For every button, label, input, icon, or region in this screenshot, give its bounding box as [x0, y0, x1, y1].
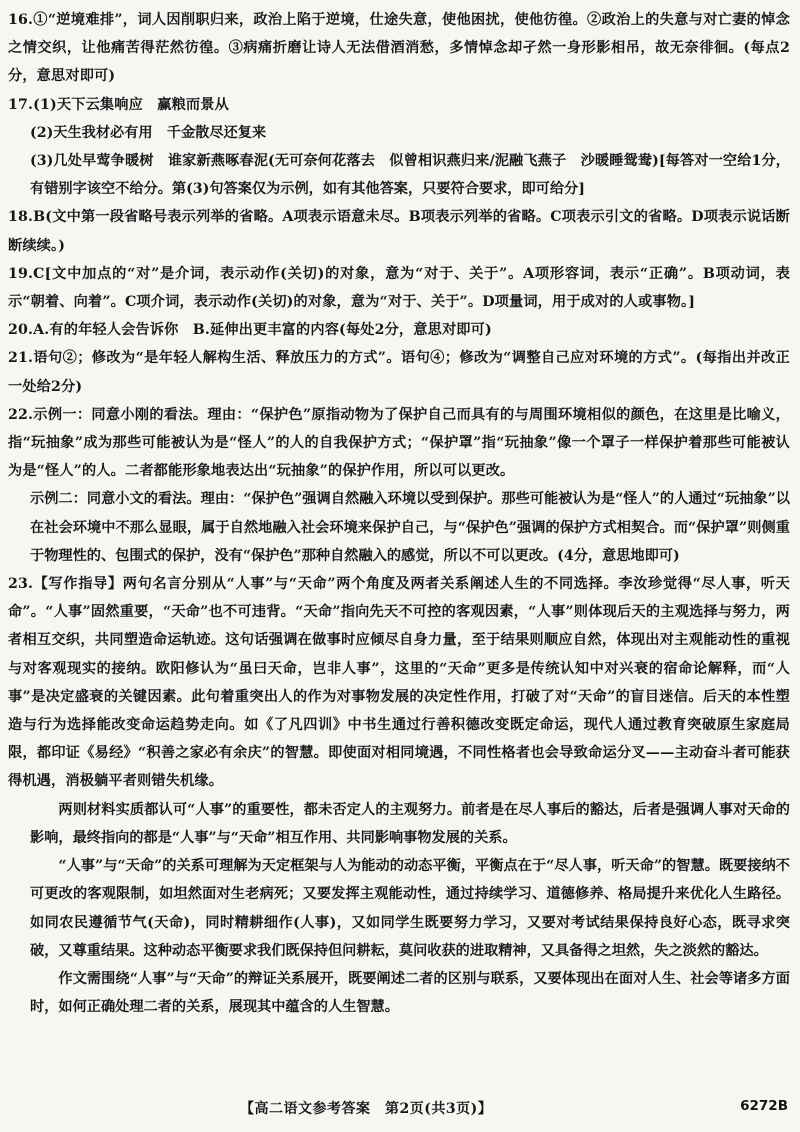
answer-17-line-3: (3)几处早莺争暖树 谁家新燕啄春泥(无可奈何花落去 似曾相识燕归来/泥融飞燕子 沙暖睡鸳鸯)[每答对一空给1分，有错别字该空不给分。第(3)句答案仅为示例，如有其他答案，只要符合要求，即可给分]	[30, 153, 790, 198]
answer-17	[8, 91, 790, 119]
answer-23	[8, 570, 790, 796]
answer-22	[8, 401, 790, 486]
essay-paragraph: 两则材料实质都认可“人事”的重要性，都未否定人的主观努力。前者是在尽人事后的豁达，后者是强调人事对天命的影响，最终指向的都是“人事”与“天命”相互作用、共同影响事物发展的关系。	[30, 801, 790, 846]
answer-16	[8, 6, 790, 91]
answer-17-line-2: (2)天生我材必有用 千金散尽还复来	[30, 124, 267, 141]
answer-19	[8, 260, 790, 316]
writing-guide: 【写作指导】两句名言分别从“人事”与“天命”两个角度及两者关系阐述人生的不同选择。李汝珍觉得“尽人事，听天命”。“人事”固然重要，“天命”也不可违背。“天命”指向先天不可控的客观因素，“人事”则体现后天的主观选择与努力，两者相互交织，共同塑造命运轨迹。这句话强调在做事时应倾尽自身力量，至于结果则顺应自然，体现出对主观能动性的重视与对客观现实的接纳。欧阳修认为“虽曰天命，岂非人事”，这里的“天命”更多是传统认知中对兴衰的宿命论解释，而“人事”是决定盛衰的关键因素。此句着重突出人的作为对事物发展的决定性作用，打破了对“天命”的盲目迷信。后天的本性塑造与行为选择能改变命运趋势走向。如《了凡四训》中书生通过行善积德改变既定命运，现代人通过教育突破原生家庭局限，都印证《易经》“积善之家必有余庆”的智慧。即使面对相同境遇，不同性格者也会导致命运分叉——主动奋斗者可能获得机遇，消极躺平者则错失机缘。	[8, 576, 790, 790]
answer-text: ①“逆境难排”，词人因削职归来，政治上陷于逆境，仕途失意，使他困扰，使他彷徨。②政治上的失意与对亡妻的悼念之情交织，让他痛苦得茫然彷徨。③病痛折磨让诗人无法借酒消愁，多情悼念却孑然一身形影相吊，故无奈徘徊。(每点2分，意思对即可)	[8, 12, 790, 85]
question-number: 16.	[8, 12, 34, 28]
example-two: 示例二：同意小文的看法。理由：“保护色”强调自然融入环境以受到保护。那些可能被认为是“怪人”的人通过“玩抽象”以在社会环境中不那么显眼，属于自然地融入社会环境来保护自己，与“保护色”强调的保护方式相契合。而“保护罩”则侧重于物理性的、包围式的保护，没有“保护色”那种自然融入的感觉，所以不可以更改。(4分，意思地即可)	[30, 491, 790, 564]
answer-line: (1)天下云集响应 赢粮而景从	[33, 96, 229, 113]
footer-code: 6272B	[740, 1098, 788, 1114]
question-number: 23.	[8, 576, 34, 593]
example-one: 示例一：同意小刚的看法。理由：“保护色”原指动物为了保护自己而具有的与周围环境相似的颜色，在这里是比喻义，指“玩抽象”成为那些可能被认为是“怪人”的人的自我保护方式；“保护罩”指“玩抽象”像一个罩子一样保护着那些可能被认为是“怪人”的人。二者都能形象地表达出“玩抽象”的保护作用，所以可以更改。	[8, 406, 790, 480]
answer-content	[8, 6, 790, 1021]
question-number: 21.	[8, 350, 34, 367]
question-number: 20.	[8, 322, 34, 339]
answer-21	[8, 344, 790, 400]
essay-paragraph: 作文需围绕“人事”与“天命”的辩证关系展开，既要阐述二者的区别与联系，又要体现出在面对人生、社会等诸多方面时，如何正确处理二者的关系，展现其中蕴含的人生智慧。	[30, 970, 790, 1016]
essay-paragraph: “人事”与“天命”的关系可理解为天定框架与人为能动的动态平衡，平衡点在于“尽人事，听天命”的智慧。既要接纳不可更改的客观限制，如坦然面对生老病死；又要发挥主观能动性，通过持续学习、道德修养、格局提升来优化人生路径。如同农民遵循节气(天命)，同时精耕细作(人事)，又如同学生既要努力学习，又要对考试结果保持良好心态，既寻求突破，又尊重结果。这种动态平衡要求我们既保持但问耕耘，莫问收获的进取精神，又具备得之坦然，失之淡然的豁达。	[30, 858, 790, 959]
answer-18	[8, 203, 790, 259]
answer-text: 语句②；修改为“是年轻人解构生活、释放压力的方式”。语句④；修改为“调整自己应对环境的方式”。(每指出并改正一处给2分)	[8, 350, 790, 395]
answer-text: A.有的年轻人会告诉你 B.延伸出更丰富的内容(每处2分，意思对即可)	[33, 322, 492, 339]
answer-text: C[文中加点的“对”是介词，表示动作(关切)的对象，意为“对于、关于”。A项形容词，表示“正确”。B项动词，表示“朝着、向着”。C项介词，表示动作(关切)的对象，意为“对于、关于”。D项量词，用于成对的人或事物。]	[8, 265, 790, 311]
question-number: 17.	[8, 96, 34, 113]
question-number: 22.	[8, 406, 34, 423]
page-footer	[4, 1096, 796, 1122]
answer-20	[8, 316, 790, 344]
footer-page-label: 【高二语文参考答案 第2页(共3页)】	[240, 1101, 493, 1117]
question-number: 19.	[8, 265, 34, 282]
question-number: 18.	[8, 209, 34, 226]
answer-page	[4, 4, 796, 1128]
answer-text: B(文中第一段省略号表示列举的省略。A项表示语意未尽。B项表示列举的省略。C项表示引文的省略。D项表示说话断断续续。)	[8, 209, 790, 254]
